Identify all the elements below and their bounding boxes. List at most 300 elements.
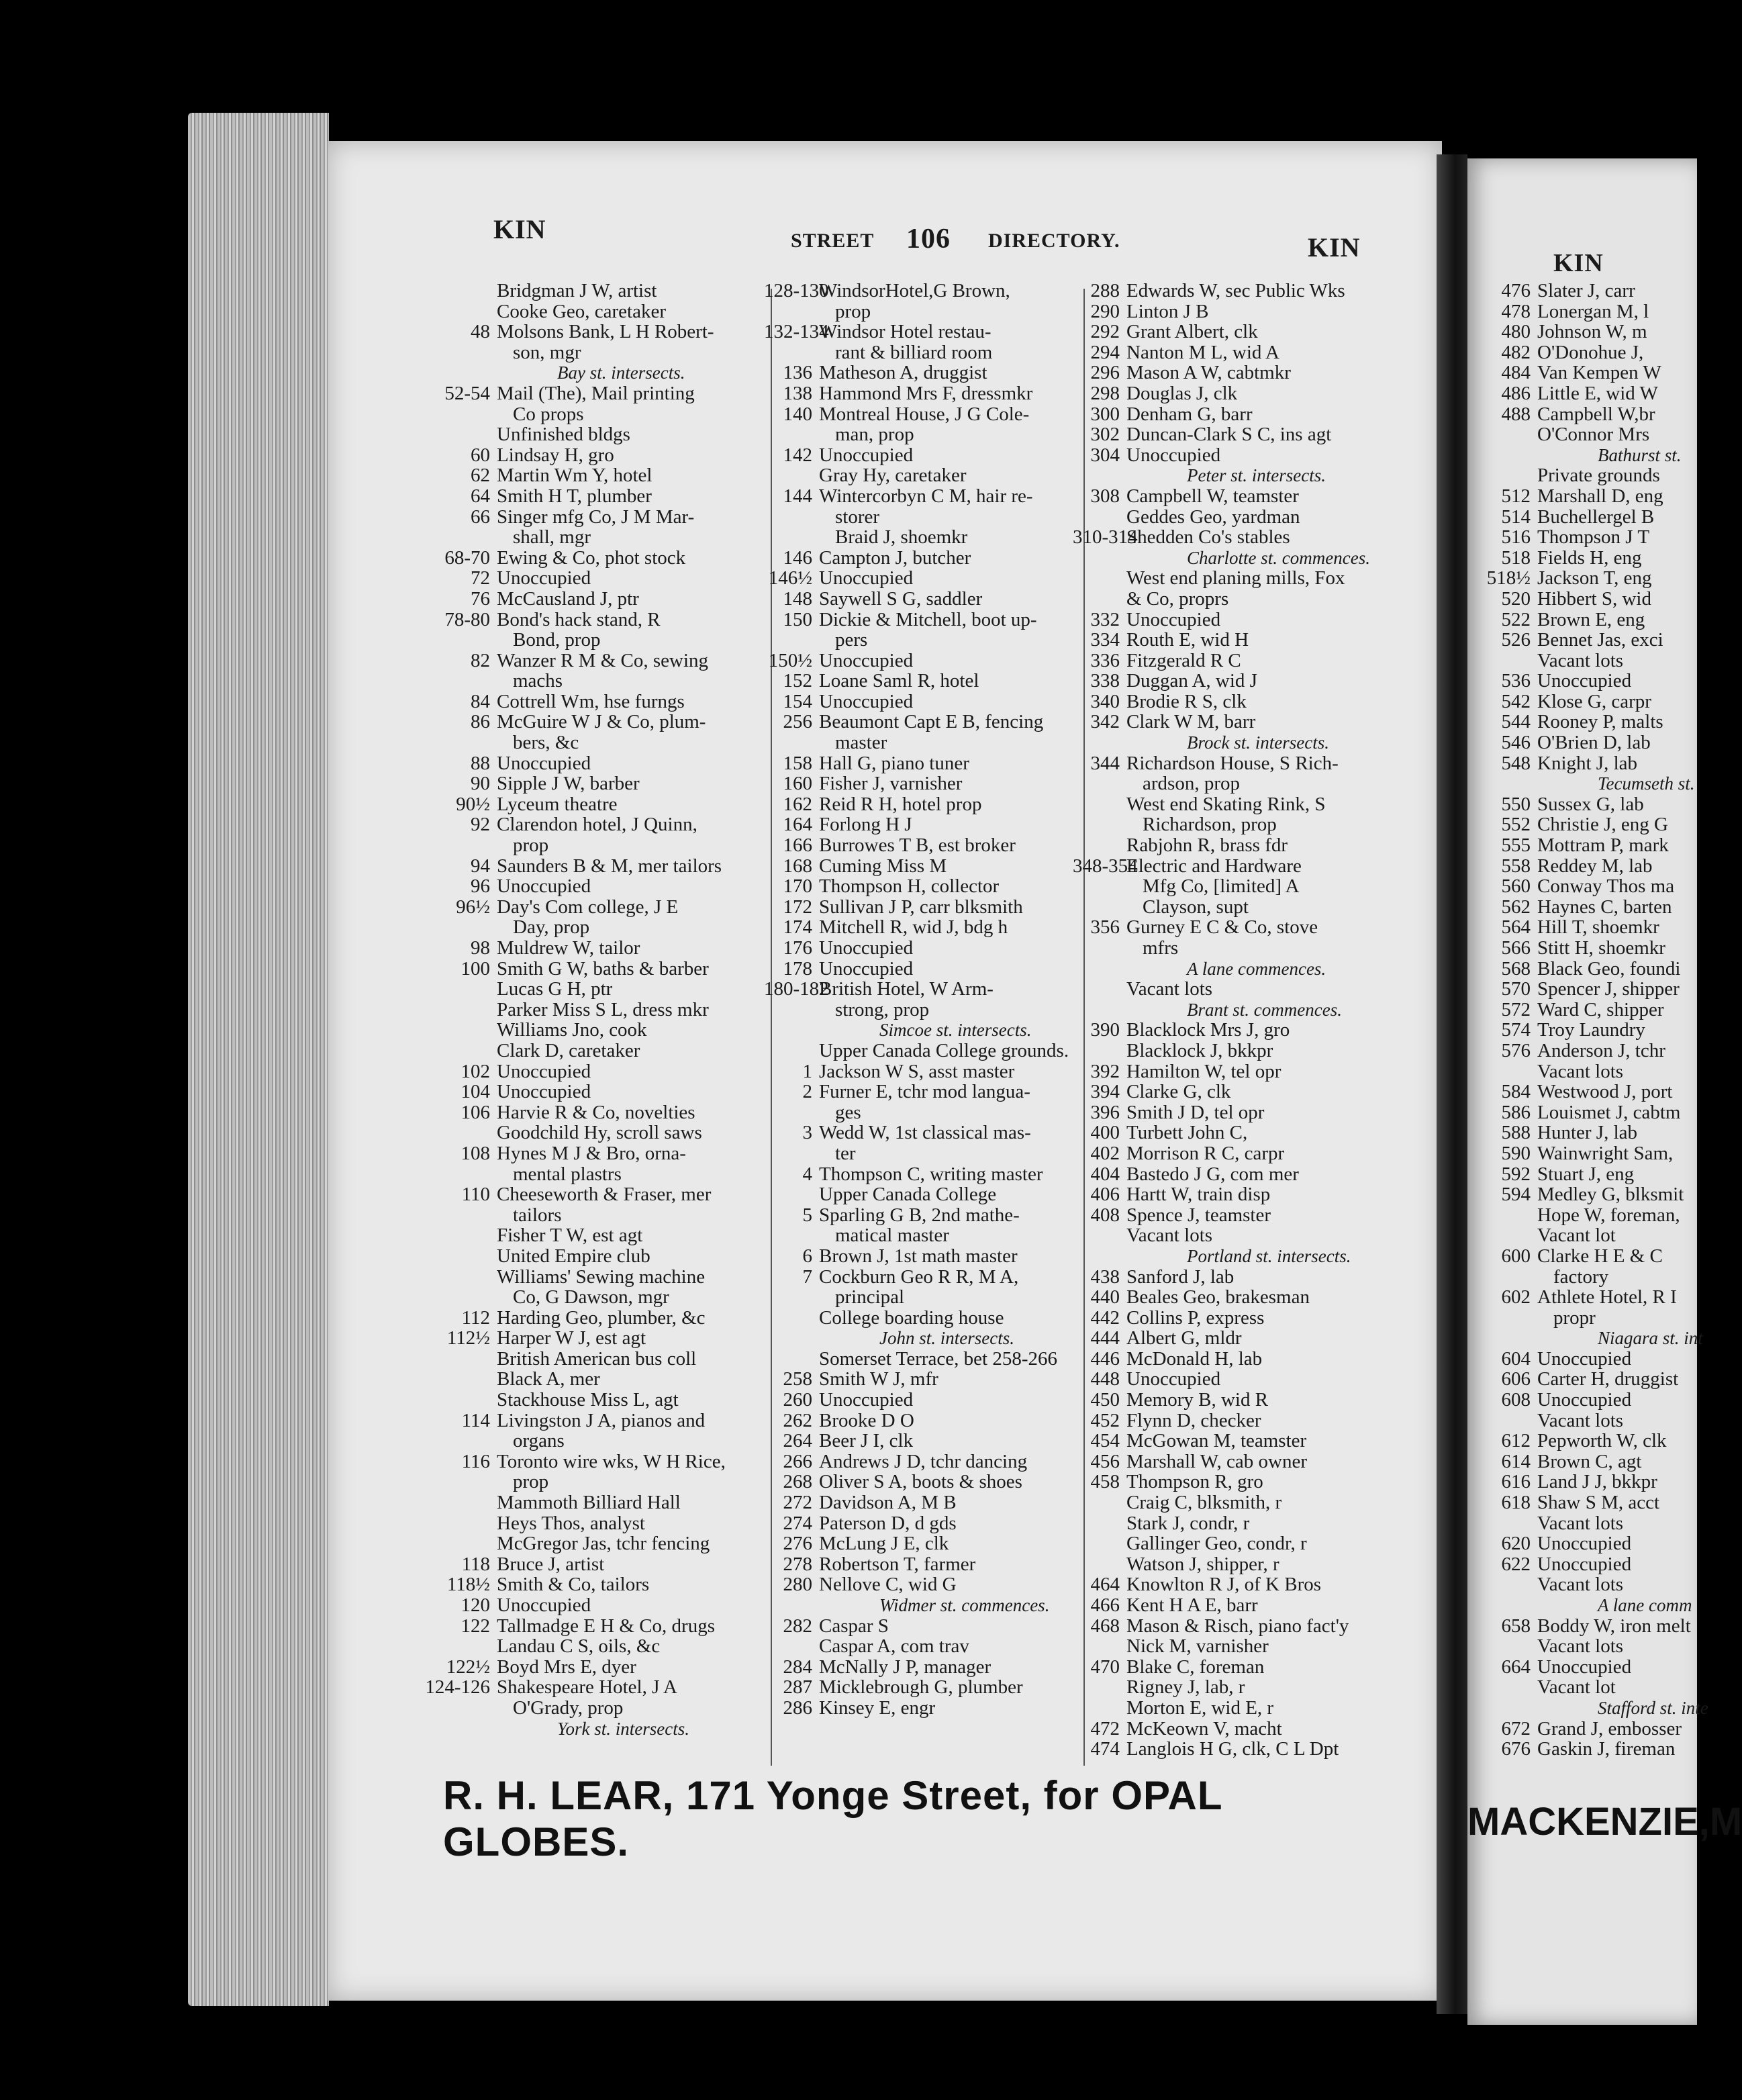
house-number: 602 — [1501, 1286, 1531, 1308]
directory-entry — [423, 1574, 745, 1595]
entry-text: Stackhouse Miss L, agt — [497, 1389, 679, 1411]
directory-entry — [423, 301, 745, 322]
entry-text: Cooke Geo, caretaker — [497, 300, 667, 322]
directory-entry — [423, 773, 745, 794]
house-number: 512 — [1501, 485, 1531, 507]
directory-entry — [1484, 1205, 1712, 1226]
entry-text: Reddey M, lab — [1537, 855, 1653, 877]
entry-text: Medley G, blksmit — [1537, 1184, 1684, 1206]
entry-text: Day, prop — [513, 916, 590, 939]
entry-text: Hill T, shoemkr — [1537, 916, 1659, 939]
house-number: 566 — [1501, 937, 1531, 959]
directory-entry — [1073, 1636, 1395, 1657]
directory-entry — [1484, 1164, 1712, 1185]
house-number: 112½ — [446, 1327, 490, 1349]
house-number: 48 — [471, 321, 490, 343]
house-number: 2 — [802, 1081, 812, 1103]
house-number — [1484, 1308, 1537, 1329]
directory-entry — [423, 1677, 745, 1698]
directory-entry — [423, 1554, 745, 1575]
directory-entry — [423, 1328, 745, 1349]
entry-text: Bruce J, artist — [497, 1553, 605, 1575]
house-number — [1073, 1636, 1126, 1657]
entry-text: Knight J, lab — [1537, 752, 1638, 774]
entry-text: Vacant lot — [1537, 1225, 1616, 1247]
directory-entry — [1073, 897, 1395, 918]
directory-entry — [1484, 630, 1712, 651]
entry-text: Mottram P, mark — [1537, 834, 1669, 857]
entry-text: McDonald H, lab — [1126, 1347, 1263, 1370]
directory-entry — [423, 1616, 745, 1637]
entry-text: Unoccupied — [1537, 1553, 1632, 1575]
house-number — [764, 507, 819, 528]
house-number — [423, 1719, 497, 1739]
directory-entry — [764, 1041, 1086, 1061]
entry-text: Bay st. intersects. — [557, 363, 685, 383]
directory-entry — [1073, 1554, 1395, 1575]
directory-entry — [1073, 794, 1395, 815]
facing-page-column — [1484, 281, 1712, 1760]
house-number: 600 — [1501, 1245, 1531, 1267]
house-number: 294 — [1090, 341, 1120, 363]
entry-text: Oliver S A, boots & shoes — [819, 1471, 1022, 1493]
house-number: 108 — [461, 1142, 490, 1164]
house-number: 176 — [783, 937, 812, 959]
house-number — [423, 1533, 497, 1554]
directory-entry — [1073, 1349, 1395, 1370]
directory-entry — [423, 1390, 745, 1411]
house-number: 82 — [471, 649, 490, 671]
directory-entry — [423, 1102, 745, 1123]
house-number: 278 — [783, 1553, 812, 1575]
street-intersection-note — [1073, 1246, 1395, 1267]
house-number: 72 — [471, 567, 490, 589]
house-number: 392 — [1090, 1060, 1120, 1082]
directory-entry — [1073, 979, 1395, 1000]
entry-text: Caspar A, com trav — [819, 1635, 969, 1658]
entry-text: Spencer J, shipper — [1537, 978, 1680, 1000]
entry-text: Landau C S, oils, &c — [497, 1635, 661, 1658]
house-number — [1484, 445, 1537, 466]
entry-text: Anderson J, tchr — [1537, 1039, 1665, 1061]
house-number: 406 — [1090, 1184, 1120, 1206]
directory-entry — [1073, 938, 1395, 959]
directory-entry — [1484, 876, 1712, 897]
directory-entry — [1073, 1513, 1395, 1534]
directory-entry — [423, 979, 745, 1000]
directory-entry — [423, 1431, 745, 1451]
directory-entry — [1073, 1308, 1395, 1329]
entry-text: Vacant lots — [1537, 1574, 1624, 1596]
directory-entry — [423, 1636, 745, 1657]
entry-text: Clarendon hotel, J Quinn, — [497, 814, 697, 836]
directory-entry — [764, 814, 1086, 835]
house-number: 484 — [1501, 362, 1531, 384]
directory-entry — [764, 465, 1086, 486]
entry-text: Unoccupied — [819, 957, 914, 980]
directory-entry — [1073, 527, 1395, 548]
entry-text: Morton E, wid E, r — [1126, 1697, 1274, 1719]
house-number — [1484, 1225, 1537, 1246]
entry-text: mental plastrs — [513, 1163, 622, 1185]
entry-text: Christie J, eng G — [1537, 814, 1668, 836]
directory-entry — [423, 1143, 745, 1164]
house-number — [423, 732, 497, 753]
entry-text: British Hotel, W Arm- — [819, 978, 994, 1000]
directory-entry — [423, 383, 745, 404]
entry-text: Unoccupied — [1126, 444, 1221, 466]
house-number: 262 — [783, 1409, 812, 1431]
directory-entry — [1484, 1554, 1712, 1575]
directory-entry — [764, 712, 1086, 732]
entry-text: Thompson C, writing master — [819, 1163, 1043, 1185]
street-intersection-note — [764, 1020, 1086, 1041]
running-head-right: KIN — [1308, 232, 1361, 262]
directory-entry — [423, 732, 745, 753]
directory-entry — [423, 589, 745, 610]
directory-entry — [423, 527, 745, 548]
house-number: 604 — [1501, 1347, 1531, 1370]
house-number: 132-134 — [764, 321, 829, 343]
entry-text: tailors — [513, 1204, 562, 1226]
entry-text: Shedden Co's stables — [1126, 526, 1290, 548]
entry-text: Beaumont Capt E B, fencing — [819, 711, 1044, 733]
house-number: 676 — [1501, 1738, 1531, 1760]
directory-entry — [423, 1225, 745, 1246]
house-number: 516 — [1501, 526, 1531, 548]
entry-text: Loane Saml R, hotel — [819, 670, 979, 692]
entry-text: McNally J P, manager — [819, 1656, 991, 1678]
directory-entry — [764, 527, 1086, 548]
entry-text: Nanton M L, wid A — [1126, 341, 1279, 363]
entry-text: Molsons Bank, L H Robert- — [497, 321, 714, 343]
directory-entry — [1073, 1184, 1395, 1205]
entry-text: Portland st. intersects. — [1187, 1245, 1351, 1266]
directory-entry — [764, 507, 1086, 528]
house-number: 522 — [1501, 608, 1531, 630]
directory-entry — [1484, 1533, 1712, 1554]
book-gutter — [1437, 154, 1467, 2014]
house-number: 122½ — [446, 1656, 490, 1678]
entry-text: Watson J, shipper, r — [1126, 1553, 1279, 1575]
directory-entry — [764, 876, 1086, 897]
directory-entry — [423, 1041, 745, 1061]
house-number — [1073, 1246, 1126, 1267]
house-number — [423, 281, 497, 301]
directory-entry — [1484, 383, 1712, 404]
entry-text: Unoccupied — [819, 937, 914, 959]
directory-entry — [764, 281, 1086, 301]
entry-text: Unoccupied — [819, 567, 914, 589]
directory-column-1 — [423, 281, 745, 1739]
running-head-street: STREET — [791, 230, 875, 252]
directory-entry — [423, 548, 745, 569]
directory-entry — [764, 1184, 1086, 1205]
entry-text: Saunders B & M, mer tailors — [497, 855, 722, 877]
house-number: 1 — [802, 1060, 812, 1082]
directory-column-2 — [764, 281, 1086, 1719]
directory-entry — [423, 691, 745, 712]
entry-text: Unoccupied — [1537, 1533, 1632, 1555]
entry-text: Hartt W, train disp — [1126, 1184, 1271, 1206]
directory-entry — [1484, 979, 1712, 1000]
entry-text: Blacklock J, bkkpr — [1126, 1039, 1273, 1061]
house-number — [1073, 1698, 1126, 1719]
house-number: 664 — [1501, 1656, 1531, 1678]
entry-text: Saywell S G, saddler — [819, 587, 983, 610]
entry-text: Linton J B — [1126, 300, 1209, 322]
entry-text: man, prop — [835, 424, 914, 446]
entry-text: Brown J, 1st math master — [819, 1245, 1018, 1267]
house-number: 136 — [783, 362, 812, 384]
directory-entry — [764, 691, 1086, 712]
entry-text: Klose G, carpr — [1537, 690, 1651, 712]
house-number — [764, 424, 819, 445]
directory-entry — [1073, 1698, 1395, 1719]
entry-text: Conway Thos ma — [1537, 875, 1675, 898]
entry-text: Wedd W, 1st classical mas- — [819, 1122, 1031, 1144]
entry-text: Troy Laundry — [1537, 1019, 1645, 1041]
entry-text: Marshall W, cab owner — [1126, 1450, 1307, 1472]
house-number — [1484, 1636, 1537, 1657]
directory-entry — [764, 1102, 1086, 1123]
entry-text: Vacant lots — [1126, 978, 1213, 1000]
house-number: 308 — [1090, 485, 1120, 507]
house-number: 558 — [1501, 855, 1531, 877]
house-number: 298 — [1090, 382, 1120, 404]
house-number — [1073, 938, 1126, 959]
house-number: 144 — [783, 485, 812, 507]
entry-text: Unoccupied — [1537, 1389, 1632, 1411]
entry-text: Lonergan M, l — [1537, 300, 1649, 322]
entry-text: Livingston J A, pianos and — [497, 1409, 706, 1431]
entry-text: Jackson T, eng — [1537, 567, 1652, 589]
directory-entry — [764, 1513, 1086, 1534]
directory-entry — [764, 1698, 1086, 1719]
house-number: 68-70 — [444, 546, 490, 569]
directory-entry — [764, 1205, 1086, 1226]
house-number — [423, 1000, 497, 1020]
directory-entry — [1073, 445, 1395, 466]
directory-entry — [1484, 1000, 1712, 1020]
directory-entry — [1073, 1595, 1395, 1616]
entry-text: ges — [835, 1101, 861, 1123]
entry-text: Muldrew W, tailor — [497, 937, 640, 959]
entry-text: Smith H T, plumber — [497, 485, 652, 507]
house-number: 287 — [783, 1676, 812, 1699]
house-number: 332 — [1090, 608, 1120, 630]
entry-text: Hope W, foreman, — [1537, 1204, 1680, 1226]
house-number — [1484, 465, 1537, 486]
entry-text: Richardson House, S Rich- — [1126, 752, 1339, 774]
directory-entry — [1073, 1041, 1395, 1061]
directory-entry — [1484, 1657, 1712, 1678]
house-number — [1073, 979, 1126, 1000]
entry-text: Land J J, bkkpr — [1537, 1471, 1657, 1493]
house-number: 526 — [1501, 629, 1531, 651]
directory-entry — [1484, 671, 1712, 691]
house-number — [1484, 1677, 1537, 1698]
entry-text: Hunter J, lab — [1537, 1122, 1637, 1144]
directory-entry — [764, 1061, 1086, 1082]
house-number: 310-314 — [1073, 526, 1138, 548]
house-number — [1484, 1061, 1537, 1082]
entry-text: prop — [513, 1471, 549, 1493]
house-number: 290 — [1090, 300, 1120, 322]
street-intersection-note — [1073, 732, 1395, 753]
entry-text: Braid J, shoemkr — [835, 526, 968, 548]
street-intersection-note — [1073, 1000, 1395, 1020]
house-number: 562 — [1501, 896, 1531, 918]
house-number — [423, 1123, 497, 1143]
directory-entry — [423, 486, 745, 507]
house-number: 518½ — [1486, 567, 1531, 589]
entry-text: Williams' Sewing machine — [497, 1266, 706, 1288]
house-number: 90 — [471, 773, 490, 795]
entry-text: Marshall D, eng — [1537, 485, 1663, 507]
house-number: 300 — [1090, 403, 1120, 425]
house-number: 546 — [1501, 732, 1531, 754]
directory-entry — [423, 1349, 745, 1370]
entry-text: Grand J, embosser — [1537, 1717, 1682, 1739]
directory-entry — [423, 651, 745, 671]
entry-text: Vacant lots — [1126, 1225, 1213, 1247]
house-number: 550 — [1501, 793, 1531, 815]
directory-entry — [1073, 1657, 1395, 1678]
directory-entry — [1484, 610, 1712, 630]
entry-text: Sanford J, lab — [1126, 1266, 1235, 1288]
house-number: 340 — [1090, 690, 1120, 712]
house-number: 478 — [1501, 300, 1531, 322]
entry-text: Bennet Jas, exci — [1537, 629, 1663, 651]
street-intersection-note — [423, 1719, 745, 1739]
house-number — [1073, 959, 1126, 980]
facing-page-running-head: KIN — [1553, 249, 1604, 277]
directory-entry — [423, 322, 745, 342]
house-number: 304 — [1090, 444, 1120, 466]
entry-text: Smith W J, mfr — [819, 1368, 938, 1390]
directory-entry — [764, 589, 1086, 610]
house-number: 514 — [1501, 506, 1531, 528]
house-number: 356 — [1090, 916, 1120, 939]
house-number: 338 — [1090, 670, 1120, 692]
entry-text: Shakespeare Hotel, J A — [497, 1676, 677, 1699]
entry-text: Vacant lots — [1537, 1060, 1624, 1082]
entry-text: Buchellergel B — [1537, 506, 1655, 528]
house-number: 266 — [783, 1450, 812, 1472]
house-number: 272 — [783, 1492, 812, 1514]
house-number — [1073, 1492, 1126, 1513]
entry-text: Campbell W,br — [1537, 403, 1655, 425]
entry-text: Brooke D O — [819, 1409, 914, 1431]
directory-entry — [423, 1082, 745, 1102]
entry-text: Rabjohn R, brass fdr — [1126, 834, 1288, 857]
house-number: 118 — [461, 1553, 490, 1575]
entry-text: Forlong H J — [819, 814, 912, 836]
entry-text: Westwood J, port — [1537, 1081, 1673, 1103]
house-number: 88 — [471, 752, 490, 774]
entry-text: organs — [513, 1430, 565, 1452]
directory-entry — [1484, 1636, 1712, 1657]
entry-text: Lindsay H, gro — [497, 444, 614, 466]
entry-text: Andrews J D, tchr dancing — [819, 1450, 1028, 1472]
directory-entry — [1073, 712, 1395, 732]
directory-entry — [1073, 1225, 1395, 1246]
house-number: 118½ — [446, 1574, 490, 1596]
directory-entry — [764, 404, 1086, 425]
directory-entry — [1484, 1411, 1712, 1431]
directory-entry — [423, 712, 745, 732]
entry-text: Edwards W, sec Public Wks — [1126, 280, 1345, 301]
house-number: 150 — [783, 608, 812, 630]
directory-entry — [1484, 897, 1712, 918]
directory-entry — [764, 959, 1086, 980]
house-number: 476 — [1501, 280, 1531, 301]
entry-text: Private grounds — [1537, 465, 1660, 487]
house-number — [764, 1041, 819, 1061]
directory-entry — [1073, 404, 1395, 425]
entry-text: Vacant lots — [1537, 1512, 1624, 1534]
house-number: 114 — [461, 1409, 490, 1431]
entry-text: Martin Wm Y, hotel — [497, 465, 652, 487]
entry-text: Reid R H, hotel prop — [819, 793, 982, 815]
house-number: 116 — [461, 1450, 490, 1472]
directory-entry — [1073, 630, 1395, 651]
directory-entry — [764, 1451, 1086, 1472]
directory-entry — [764, 630, 1086, 651]
entry-text: ter — [835, 1142, 856, 1164]
house-number: 296 — [1090, 362, 1120, 384]
entry-text: Paterson D, d gds — [819, 1512, 957, 1534]
house-number: 146 — [783, 546, 812, 569]
house-number: 142 — [783, 444, 812, 466]
entry-text: Haynes C, barten — [1537, 896, 1672, 918]
house-number — [1484, 651, 1537, 671]
advertisement-banner: R. H. LEAR, 171 Yonge Street, for OPAL GLOBES. — [443, 1773, 1222, 1864]
directory-entry — [1073, 281, 1395, 301]
directory-entry — [764, 445, 1086, 466]
directory-entry — [423, 856, 745, 877]
entry-text: Micklebrough G, plumber — [819, 1676, 1023, 1699]
entry-text: Vacant lots — [1537, 1635, 1624, 1658]
house-number: 256 — [783, 711, 812, 733]
house-number — [423, 1041, 497, 1061]
directory-entry — [764, 835, 1086, 856]
entry-text: rant & billiard room — [835, 341, 993, 363]
directory-entry — [423, 1205, 745, 1226]
entry-text: McCausland J, ptr — [497, 587, 639, 610]
house-number — [423, 363, 497, 383]
entry-text: Campton J, butcher — [819, 546, 971, 569]
entry-text: Tecumseth st. — [1598, 773, 1695, 794]
directory-entry — [1484, 835, 1712, 856]
house-number: 174 — [783, 916, 812, 939]
directory-entry — [1484, 1123, 1712, 1143]
house-number — [764, 1328, 819, 1349]
street-intersection-note — [1484, 1595, 1712, 1616]
directory-entry — [1073, 876, 1395, 897]
house-number: 394 — [1090, 1081, 1120, 1103]
house-number — [1073, 1533, 1126, 1554]
house-number: 590 — [1501, 1142, 1531, 1164]
entry-text: Clark W M, barr — [1126, 711, 1256, 733]
entry-text: Hamilton W, tel opr — [1126, 1060, 1281, 1082]
house-number: 170 — [783, 875, 812, 898]
house-number: 336 — [1090, 649, 1120, 671]
house-number: 64 — [471, 485, 490, 507]
house-number — [764, 1143, 819, 1164]
house-number — [423, 527, 497, 548]
